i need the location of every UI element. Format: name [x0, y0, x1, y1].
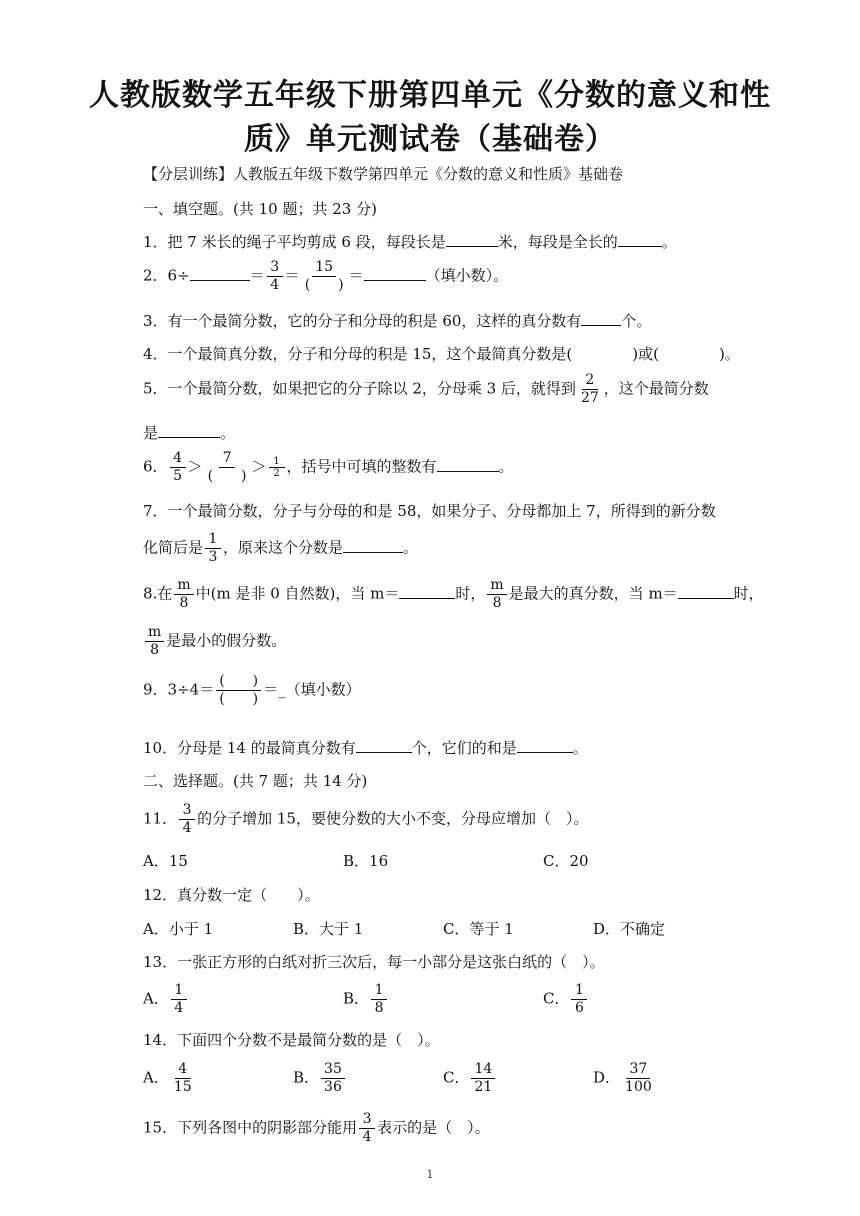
q8-text-a: 8.在: [143, 584, 173, 603]
q5-text-c: 是: [143, 424, 159, 442]
q8-fraction-1: [174, 577, 193, 612]
question-10: [143, 737, 588, 758]
q3-text-b: 个。: [621, 312, 652, 330]
q14-option-c-num: 14: [471, 1061, 495, 1079]
question-1: [143, 231, 677, 252]
q13-option-b-fraction: [371, 982, 387, 1017]
q11-option-a[interactable]: A．15: [143, 852, 188, 870]
q14-option-a-fraction: [171, 1061, 195, 1096]
q7-blank[interactable]: [343, 538, 403, 553]
q7-text-c: ，原来这个分数是: [223, 538, 344, 557]
q8-fraction-3: [145, 624, 164, 659]
q6-gt-1: ＞: [187, 457, 203, 476]
question-7-cont: [143, 531, 418, 566]
q14-option-d[interactable]: [593, 1061, 657, 1096]
q1-text-b: 米，每段是全长的: [497, 233, 618, 251]
q14-option-a[interactable]: [143, 1061, 197, 1096]
q13-option-c-label: C．: [543, 989, 570, 1008]
q6-text-c: 。: [498, 457, 514, 476]
q9-fraction-num[interactable]: ( ): [216, 673, 261, 691]
q6-fraction-3: [269, 456, 285, 479]
q14-option-a-den: 15: [173, 1079, 192, 1095]
q7-text-b: 化简后是: [143, 538, 204, 557]
q13-option-c-fraction: [571, 982, 587, 1017]
q6-fraction-3-num: 1: [269, 456, 285, 468]
section-1-heading: 一、填空题。(共 10 题；共 23 分): [143, 200, 377, 218]
q14-option-b-den: 36: [324, 1079, 342, 1095]
q15-text-a: 15．下列各图中的阴影部分能用: [143, 1118, 358, 1137]
q6-gt-2: ＞: [251, 457, 267, 476]
q14-option-c-label: C．: [443, 1068, 470, 1087]
q11-fraction-den: 4: [182, 820, 192, 836]
q8-fraction-3-num: m: [145, 624, 164, 642]
q13-option-b-num: 1: [371, 982, 387, 1000]
q14-option-a-label: A．: [143, 1068, 169, 1087]
q10-text-c: 。: [572, 739, 588, 757]
q2-eq-2: ＝: [284, 266, 300, 285]
q13-option-a-num: 1: [171, 982, 187, 1000]
q13-option-b-den: 8: [374, 1000, 384, 1016]
q6-fraction-1-num: 4: [170, 450, 186, 468]
q7-fraction-den: 3: [208, 549, 218, 565]
q12-option-a[interactable]: A．小于 1: [143, 920, 214, 938]
q2-fraction-2: [302, 259, 347, 294]
q2-eq-1: ＝: [249, 266, 265, 285]
q13-option-a[interactable]: [143, 982, 189, 1017]
subtitle: 【分层训练】人教版五年级下数学第四单元《分数的意义和性质》基础卷: [143, 165, 624, 183]
q14-option-b-label: B．: [293, 1068, 320, 1087]
q13-option-c-den: 6: [575, 1000, 584, 1016]
q10-text-a: 10．分母是 14 的最简真分数有: [143, 739, 356, 757]
q2-fraction-1-num: 3: [267, 259, 283, 277]
q6-fraction-3-den: 2: [273, 468, 280, 479]
q8-text-c: 时，: [455, 584, 486, 603]
q14-option-b-fraction: [321, 1061, 345, 1096]
q10-blank-2[interactable]: [517, 738, 573, 753]
q12-option-c[interactable]: C．等于 1: [443, 920, 514, 938]
question-6: [143, 450, 514, 485]
q6-fraction-2-num: 7: [219, 450, 235, 468]
q6-fraction-2-den[interactable]: ( ): [207, 468, 247, 484]
q8-text-b: 中(m 是非 0 自然数)，当 m＝: [195, 584, 400, 603]
q14-option-a-num: 4: [175, 1061, 191, 1079]
q14-option-c-den: 21: [474, 1079, 493, 1095]
q14-option-d-label: D．: [593, 1068, 621, 1087]
q15-fraction-den: 4: [362, 1129, 372, 1145]
q13-option-a-den: 4: [174, 1000, 184, 1016]
q2-fraction-1-den: 4: [270, 277, 280, 293]
section-2-heading: 二、选择题。(共 7 题；共 14 分): [143, 772, 368, 790]
q7-fraction: [205, 531, 221, 566]
q10-text-b: 个，它们的和是: [411, 739, 517, 757]
q11-option-b[interactable]: B．16: [343, 852, 389, 870]
q2-eq-3: ＝: [348, 266, 364, 285]
q2-fraction-1: [267, 259, 283, 294]
q3-blank[interactable]: [581, 311, 621, 326]
q1-blank-1[interactable]: [446, 232, 498, 247]
q14-option-d-fraction: [622, 1061, 655, 1096]
q11-text-b: 的分子增加 15，要使分数的大小不变，分母应增加（ ）。: [197, 809, 589, 828]
question-12: 12．真分数一定（ ）。: [143, 886, 320, 904]
q6-text-a: 6．: [143, 457, 168, 476]
question-5: [143, 372, 709, 407]
q14-option-b-num: 35: [321, 1061, 345, 1079]
question-8: [143, 577, 764, 612]
q15-fraction: [359, 1111, 375, 1146]
q5-fraction-num: 2: [582, 372, 598, 390]
q6-blank[interactable]: [437, 457, 499, 472]
q7-fraction-num: 1: [205, 531, 221, 549]
q13-option-a-label: A．: [143, 989, 169, 1008]
q7-text-d: 。: [403, 538, 419, 557]
q2-text-e: （填小数）。: [425, 266, 509, 285]
q13-option-b-label: B．: [343, 989, 370, 1008]
q5-text-b: ，这个最简分数: [603, 379, 709, 398]
q8-text-e: 时，: [733, 584, 764, 603]
question-11: [143, 802, 588, 837]
title-line-1: 人教版数学五年级下册第四单元《分数的意义和性: [89, 78, 771, 113]
q8-blank-2[interactable]: [678, 584, 734, 599]
q10-blank-1[interactable]: [356, 738, 412, 753]
q13-option-b[interactable]: [343, 982, 389, 1017]
q8-fraction-2: [487, 577, 506, 612]
q8-text-d: 是最大的真分数，当 m＝: [508, 584, 678, 603]
q8-fraction-3-den: 8: [150, 642, 160, 658]
q8-text-f: 是最小的假分数。: [166, 631, 287, 650]
q11-fraction: [179, 802, 195, 837]
q9-fraction-den[interactable]: ( ): [219, 691, 259, 707]
q6-fraction-1-den: 5: [173, 468, 182, 484]
q11-option-c[interactable]: C．20: [543, 852, 589, 870]
question-2: [143, 259, 508, 294]
question-13: 13．一张正方形的白纸对折三次后，每一小部分是这张白纸的（ ）。: [143, 953, 605, 971]
q3-text-a: 3．有一个最简分数，它的分子和分母的积是 60，这样的真分数有: [143, 312, 582, 330]
question-5-cont: [143, 422, 235, 443]
q12-option-d[interactable]: D．不确定: [593, 920, 666, 938]
q14-option-b[interactable]: [293, 1061, 347, 1096]
q2-text-a: 2．6÷: [143, 266, 190, 285]
question-15: [143, 1111, 490, 1146]
q1-text-a: 1．把 7 米长的绳子平均剪成 6 段，每段长是: [143, 233, 446, 251]
title-line-2: 质》单元测试卷（基础卷）: [244, 122, 616, 157]
q13-option-c[interactable]: [543, 982, 589, 1017]
question-14: 14．下面四个分数不是最简分数的是（ ）。: [143, 1031, 440, 1049]
q5-text-a: 5．一个最简分数，如果把它的分子除以 2，分母乘 3 后，就得到: [143, 379, 576, 398]
q14-option-c-fraction: [471, 1061, 495, 1096]
q11-text-a: 11．: [143, 809, 178, 828]
q1-blank-2[interactable]: [618, 232, 662, 247]
q9-text-b: ＝_（填小数）: [263, 680, 361, 699]
q8-fraction-2-num: m: [487, 577, 506, 595]
q6-fraction-2: [205, 450, 250, 485]
q8-fraction-1-den: 8: [179, 595, 189, 611]
q15-text-b: 表示的是（ ）。: [377, 1118, 490, 1137]
q5-fraction: [578, 372, 602, 407]
q2-blank-2[interactable]: [364, 266, 426, 281]
q13-option-c-num: 1: [571, 982, 587, 1000]
q9-fraction: [216, 673, 261, 708]
q13-option-a-fraction: [171, 982, 187, 1017]
question-4: 4．一个最简真分数，分子和分母的积是 15，这个最简真分数是( )或( )。: [143, 345, 740, 363]
q8-fraction-1-num: m: [174, 577, 193, 595]
q6-fraction-1: [170, 450, 186, 485]
q1-text-c: 。: [661, 233, 677, 251]
page-number: 1: [426, 1168, 434, 1181]
q2-fraction-2-den[interactable]: ( ): [304, 277, 344, 293]
q14-option-c[interactable]: [443, 1061, 497, 1096]
question-3: [143, 310, 651, 331]
q2-blank-1[interactable]: [190, 266, 250, 281]
q5-fraction-den: 27: [580, 390, 599, 406]
q6-text-b: ，括号中可填的整数有: [286, 457, 437, 476]
question-7: 7．一个最简分数，分子与分母的和是 58，如果分子、分母都加上 7，所得到的新分数: [143, 502, 716, 520]
q14-option-d-den: 100: [625, 1079, 652, 1095]
question-8-cont: [143, 624, 286, 659]
q8-blank-1[interactable]: [399, 584, 455, 599]
question-9: [143, 673, 361, 708]
q8-fraction-2-den: 8: [492, 595, 502, 611]
q5-text-d: 。: [220, 424, 236, 442]
q5-blank[interactable]: [158, 423, 220, 438]
q12-option-b[interactable]: B．大于 1: [293, 920, 364, 938]
q2-fraction-2-num: 15: [312, 259, 336, 277]
q11-fraction-num: 3: [179, 802, 195, 820]
q14-option-d-num: 37: [626, 1061, 650, 1079]
q9-text-a: 9．3÷4＝: [143, 680, 215, 699]
q15-fraction-num: 3: [359, 1111, 375, 1129]
